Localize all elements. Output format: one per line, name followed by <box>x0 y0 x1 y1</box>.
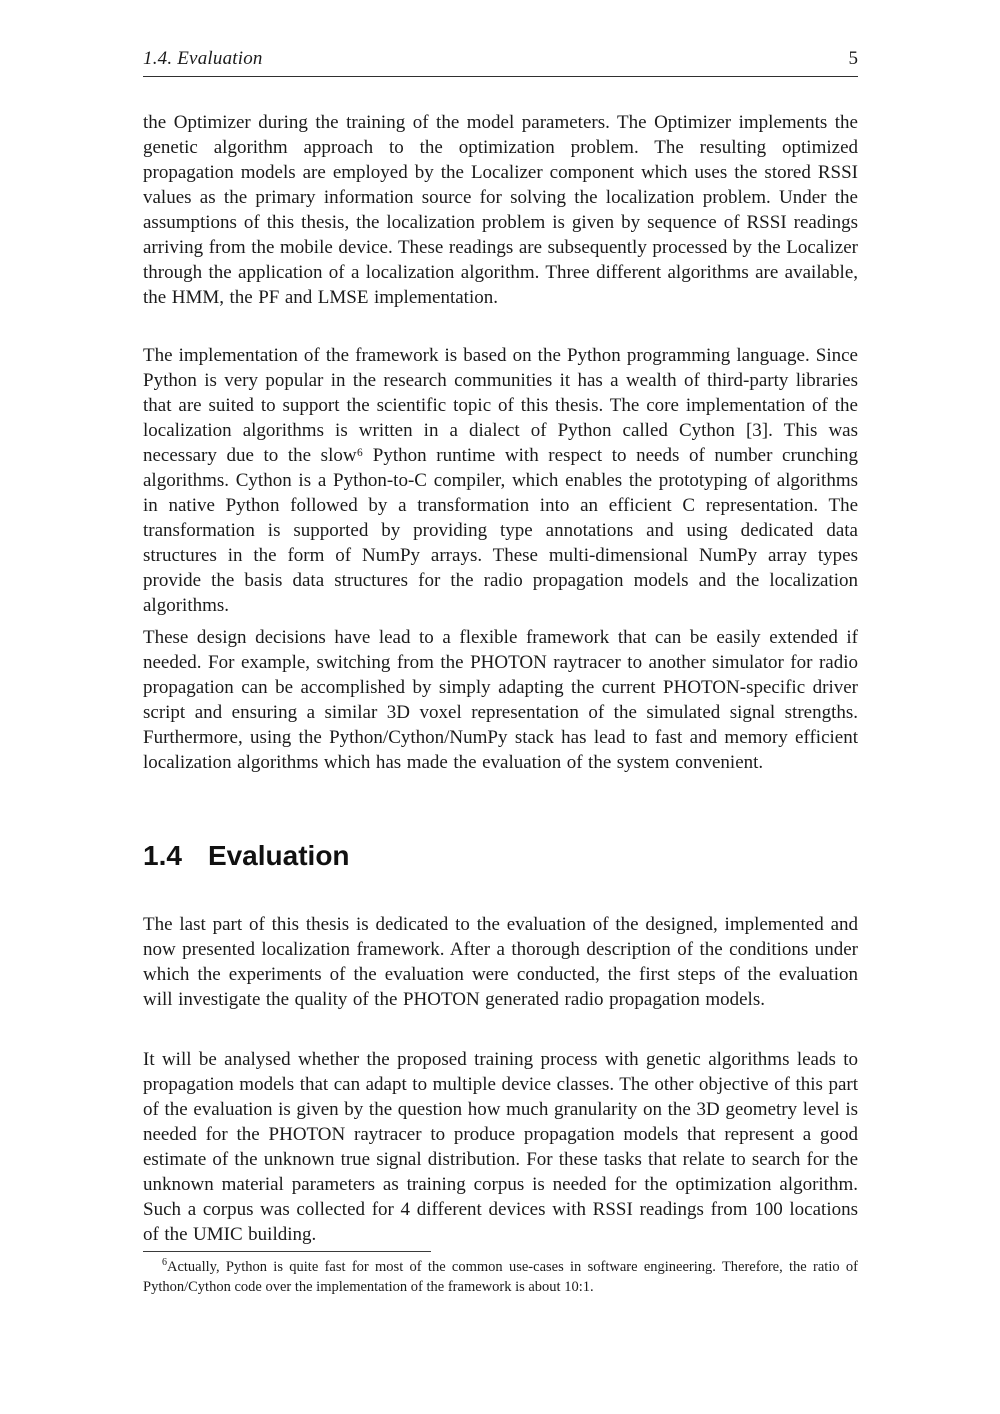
body-paragraph-3: These design decisions have lead to a flexible framework that can be easily extended if needed. For example, switching from the PHOTON raytracer to another simulator for radio propagation can be accomplished by simply adapting the current PHOTON-specific driver script and ensuring a similar 3D voxel representation of the simulated signal strengths. Furthermore, using the Python/Cython/NumPy stack has lead to fast and memory efficient localization algorithms which has made the evaluation of the system convenient. <box>143 627 858 773</box>
page-header <box>143 47 858 71</box>
section-title: Evaluation <box>207 840 350 871</box>
footnote-rule <box>143 1251 431 1252</box>
body-paragraph-1: the Optimizer during the training of the model parameters. The Optimizer implements the genetic algorithm approach to the optimization problem. The resulting optimized propagation models are employed by the Localizer component which uses the stored RSSI values as the primary information source for solving the localization problem. Under the assumptions of this thesis, the localization problem is given by sequence of RSSI readings arriving from the mobile device. These readings are subsequently processed by the Localizer through the application of a localization algorithm. Three different algorithms are available, the HMM, the PF and LMSE implementation. <box>143 112 858 308</box>
section-heading <box>143 839 858 873</box>
footnote-text: Actually, Python is quite fast for most of the common use-cases in software engineering. Therefore, the ratio of Python/Cython code over the implementation of the framework is about 10:1. <box>143 1259 858 1295</box>
header-rule <box>143 76 858 77</box>
header-page-number: 5 <box>848 48 858 69</box>
body-paragraph-4: The last part of this thesis is dedicated to the evaluation of the designed, implemented and now presented localization framework. After a thorough description of the conditions under which the experiments of the evaluation were conducted, the first steps of the evaluation will investigate the quality of the PHOTON generated radio propagation models. <box>143 914 858 1010</box>
header-section-title: 1.4. Evaluation <box>143 48 263 69</box>
body-paragraph-2: The implementation of the framework is based on the Python programming language. Since Python is very popular in the research communities it has a wealth of third-party libraries that are suited to support the scientific topic of this thesis. The core implementation of the localization algorithms is written in a dialect of Python called Cython [3]. This was necessary due to the slow⁶ Python runtime with respect to needs of number crunching algorithms. Cython is a Python-to-C compiler, which enables the prototyping of algorithms in native Python followed by a transformation into an efficient C representation. The transformation is supported by providing type annotations and using dedicated data structures in the form of NumPy arrays. These multi-dimensional NumPy array types provide the basis data structures for the radio propagation models and the localization algorithms. <box>143 345 858 616</box>
footnote-marker: 6 <box>162 1257 167 1269</box>
footnote <box>143 1257 858 1297</box>
section-number: 1.4 <box>143 840 182 871</box>
body-paragraph-5: It will be analysed whether the proposed training process with genetic algorithms leads to propagation models that can adapt to multiple device classes. The other objective of this part of the evaluation is given by the question how much granularity on the 3D geometry level is needed for the PHOTON raytracer to produce propagation models that represent a good estimate of the unknown true signal distribution. For these tasks that relate to search for the unknown material parameters as training corpus is needed for the optimization algorithm. Such a corpus was collected for 4 different devices with RSSI readings from 100 locations of the UMIC building. <box>143 1049 858 1245</box>
